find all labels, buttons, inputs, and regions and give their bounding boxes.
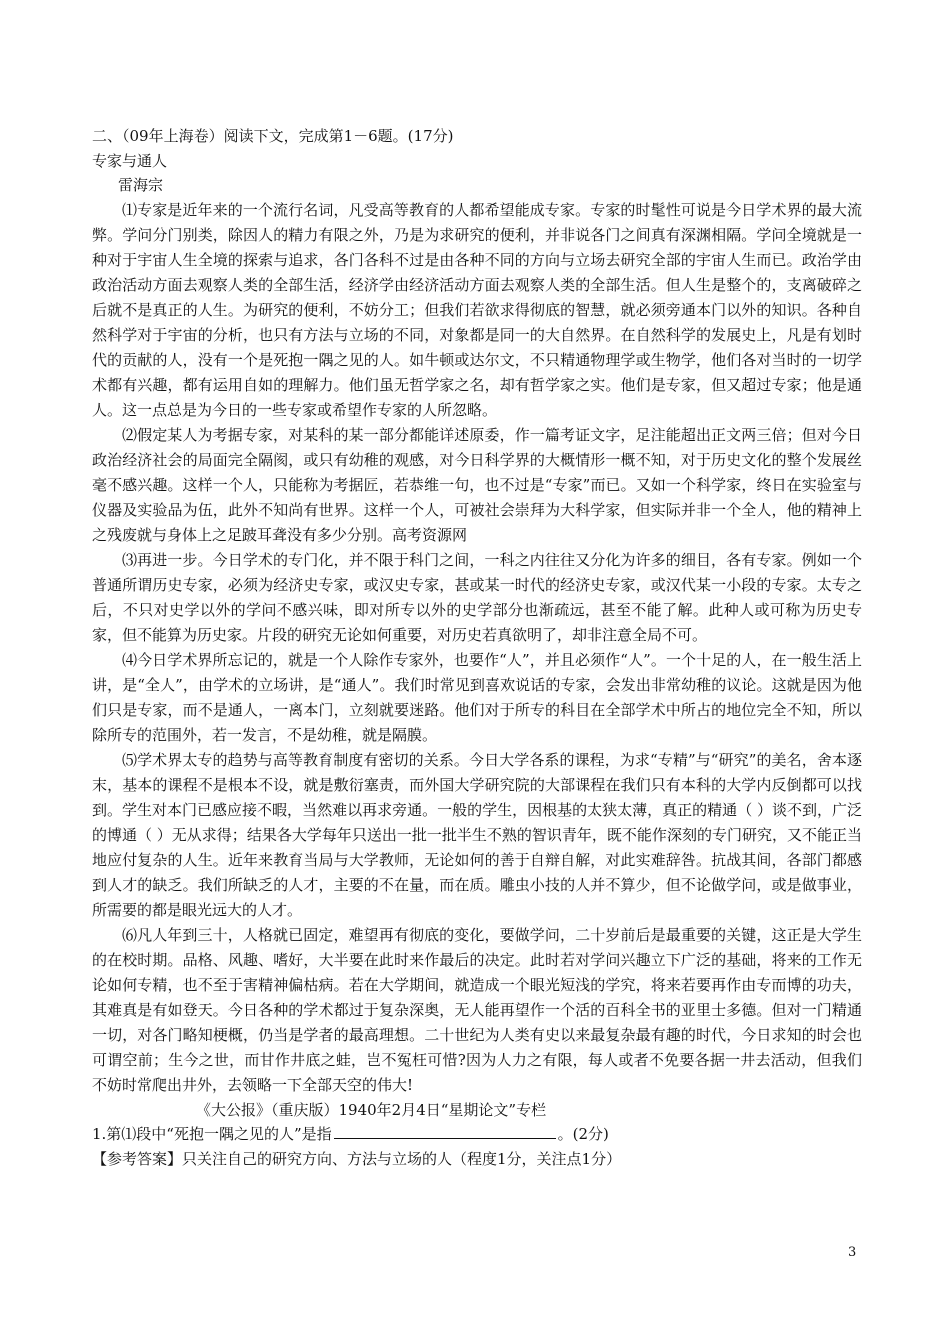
answer-blank[interactable] [334,1124,556,1139]
article-author: 雷海宗 [118,176,164,195]
page-number: 3 [848,1245,857,1260]
reference-answer: 【参考答案】只关注自己的研究方向、方法与立场的人（程度1分，关注点1分） [92,1149,622,1168]
document-page [92,124,862,1172]
question-1 [92,1122,862,1147]
article-source: 《大公报》（重庆版）1940年2月4日“星期论文”专栏 [196,1100,547,1119]
section-heading: 二、（09年上海卷）阅读下文，完成第1－6题。(17分) [92,127,454,145]
paragraph-5: ⑸学术界太专的趋势与高等教育制度有密切的关系。今日大学各系的课程，为求“专精”与“研究”的美名，舍本逐末，基本的课程不是根本不设，就是敷衍塞责，而外国大学研究院的大部课程在我们只有本科的大学内反倒都可以找到。学生对本门已感应接不暇，当然难以再求旁通。一般的学生，因根基的太狭太薄，真正的精通（ ）谈不到，广泛的博通（ ）无从求得；结果各大学每年只送出一批一批半生不熟的智识青年，既不能作深刻的专门研究，又不能正当地应付复杂的人生。近年来教育当局与大学教师，无论如何的善于自辩自解，对此实难辞咎。抗战其间，各部门都感到人才的缺乏。我们所缺乏的人才，主要的不在量，而在质。雕虫小技的人并不算少，但不论做学问，或是做事业，所需要的都是眼光远大的人才。 [92,750,862,919]
paragraph-1: ⑴专家是近年来的一个流行名词，凡受高等教育的人都希望能成专家。专家的时髦性可说是今日学术界的最大流弊。学问分门别类，除因人的精力有限之外，乃是为求研究的便利，并非说各门之间真有深渊相隔。学问全境就是一种对于宇宙人生全境的探索与追求，各门各科不过是由各种不同的方向与立场去研究全部的宇宙人生而已。政治学由政治活动方面去观察人类的全部生活，经济学由经济活动方面去观察人类的全部生活。但人生是整个的，支离破碎之后就不是真正的人生。为研究的便利，不妨分工；但我们若欲求得彻底的智慧，就必须旁通本门以外的知识。各种自然科学对于宇宙的分析，也只有方法与立场的不同，对象都是同一的大自然界。在自然科学的发展史上，凡是有划时代的贡献的人，没有一个是死抱一隅之见的人。如牛顿或达尔文，不只精通物理学或生物学，他们各对当时的一切学术都有兴趣，都有运用自如的理解力。他们虽无哲学家之名，却有哲学家之实。他们是专家，但又超过专家；他是通人。这一点总是为今日的一些专家或希望作专家的人所忽略。 [92,200,862,419]
question-1-suffix: 。(2分) [557,1125,609,1144]
question-1-prefix: 1.第⑴段中“死抱一隅之见的人”是指 [92,1125,332,1144]
paragraph-4: ⑷今日学术界所忘记的，就是一个人除作专家外，也要作“人”，并且必须作“人”。一个十足的人，在一般生活上讲，是“全人”，由学术的立场讲，是“通人”。我们时常见到喜欢说话的专家，会发出非常幼稚的议论。这就是因为他们只是专家，而不是通人，一离本门，立刻就要迷路。他们对于所专的科目在全部学术中所占的地位完全不知，所以除所专的范围外，若一发言，不是幼稚，就是隔膜。 [92,650,862,744]
paragraph-3: ⑶再进一步。今日学术的专门化，并不限于科门之间，一科之内往往又分化为许多的细目，各有专家。例如一个普通所谓历史专家，必须为经济史专家，或汉史专家，甚或某一时代的经济史专家，或汉代某一小段的专家。太专之后，不只对史学以外的学问不感兴味，即对所专以外的史学部分也渐疏远，甚至不能了解。此种人或可称为历史专家，但不能算为历史家。片段的研究无论如何重要，对历史若真欲明了，却非注意全局不可。 [92,550,862,644]
paragraph-2: ⑵假定某人为考据专家，对某科的某一部分都能详述原委，作一篇考证文字，足注能超出正文两三倍；但对今日政治经济社会的局面完全隔阂，或只有幼稚的观感，对今日科学界的大概情形一概不知，对于历史文化的整个发展丝毫不感兴趣。这样一个人，只能称为考据匠，若恭维一句，也不过是“专家”而已。又如一个科学家，终日在实验室与仪器及实验品为伍，此外不知尚有世界。这样一个人，可被社会崇拜为大科学家，但实际并非一个全人，他的精神上之残废就与身体上之足跛耳聋没有多少分别。高考资源网 [92,425,862,544]
article-title: 专家与通人 [92,151,168,170]
paragraph-6: ⑹凡人年到三十，人格就已固定，难望再有彻底的变化，要做学问，二十岁前后是最重要的关键，这正是大学生的在校时期。品格、风趣、嗜好，大半要在此时来作最后的决定。此时若对学问兴趣立下广泛的基础，将来的工作无论如何专精，也不至于害精神偏枯病。若在大学期间，就造成一个眼光短浅的学究，将来若要再作由专而博的功夫，其难真是有如登天。今日各种的学术都过于复杂深奥，无人能再望作一个活的百科全书的亚里士多德。但对一门精通一切，对各门略知梗概，仍当是学者的最高理想。二十世纪为人类有史以来最复杂最有趣的时代，今日求知的时会也可谓空前；生今之世，而甘作井底之蛙，岂不冤枉可惜?因为人力之有限，每人或者不免要各据一井去活动，但我们不妨时常爬出井外，去领略一下全部天空的伟大! [92,925,862,1094]
